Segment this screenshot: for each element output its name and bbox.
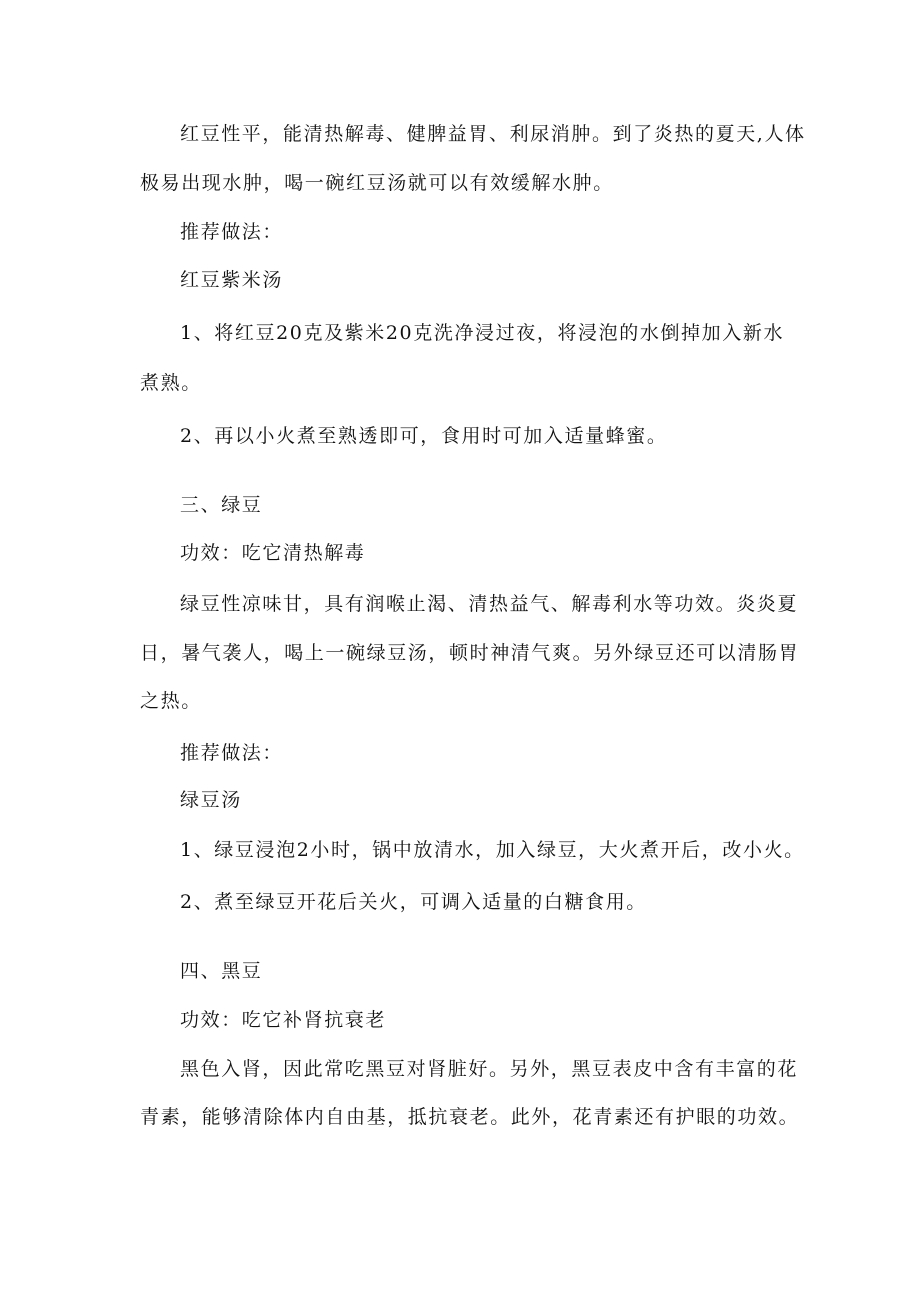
- effect-line: 功效：吃它补肾抗衰老: [180, 1009, 387, 1031]
- section-heading: 四、黑豆: [180, 960, 263, 982]
- paragraph-line: 1、绿豆浸泡2小时，锅中放清水，加入绿豆，大火煮开后，改小火。: [180, 839, 805, 861]
- paragraph-line: 煮熟。: [140, 372, 202, 394]
- paragraph-line: 2、煮至绿豆开花后关火，可调入适量的白糖食用。: [180, 891, 647, 913]
- subheading-line: 推荐做法：: [180, 221, 284, 243]
- paragraph-line: 青素，能够清除体内自由基，抵抗衰老。此外，花青素还有护眼的功效。: [140, 1106, 800, 1128]
- paragraph-line: 2、再以小火煮至熟透即可，食用时可加入适量蜂蜜。: [180, 425, 668, 447]
- paragraph-line: 绿豆性凉味甘，具有润喉止渴、清热益气、解毒利水等功效。炎炎夏: [180, 593, 799, 615]
- subheading-line: 推荐做法：: [180, 742, 284, 764]
- paragraph-line: 红豆性平，能清热解毒、健脾益胃、利尿消肿。到了炎热的夏天,人体: [180, 123, 806, 145]
- paragraph-line: 极易出现水肿，喝一碗红豆汤就可以有效缓解水肿。: [140, 172, 614, 194]
- paragraph-line: 1、将红豆20克及紫米20克洗净浸过夜，将浸泡的水倒掉加入新水: [180, 322, 785, 344]
- section-heading: 三、绿豆: [180, 494, 263, 516]
- recipe-title: 绿豆汤: [180, 789, 242, 811]
- effect-line: 功效：吃它清热解毒: [180, 542, 366, 564]
- paragraph-line: 黑色入肾，因此常吃黑豆对肾脏好。另外，黑豆表皮中含有丰富的花: [180, 1058, 799, 1080]
- paragraph-line: 之热。: [140, 690, 202, 712]
- recipe-title: 红豆紫米汤: [180, 269, 284, 291]
- paragraph-line: 日，暑气袭人，喝上一碗绿豆汤，顿时神清气爽。另外绿豆还可以清肠胃: [140, 642, 800, 664]
